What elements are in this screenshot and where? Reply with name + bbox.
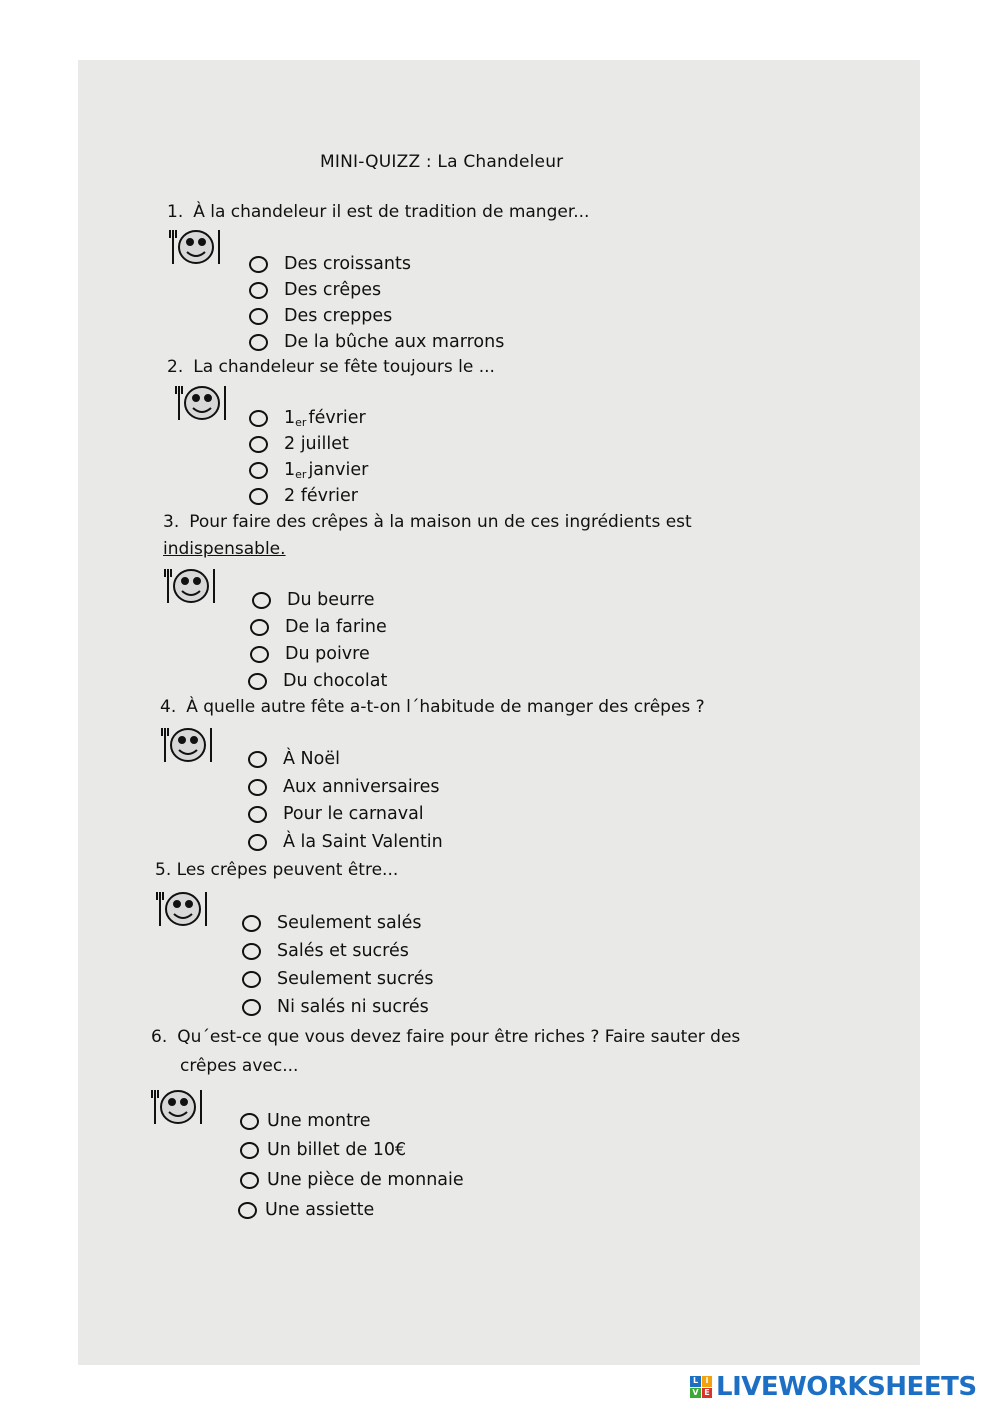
radio-button[interactable] [248, 806, 267, 823]
radio-button[interactable] [249, 462, 268, 479]
option-label: Des creppes [284, 306, 393, 326]
option-label: À la Saint Valentin [283, 832, 443, 852]
question-2 [167, 357, 495, 377]
question-3-line2: indispensable. [163, 539, 286, 559]
option-label: De la farine [285, 617, 387, 637]
option-label: 2 juillet [284, 434, 349, 454]
option-label: Une montre [267, 1111, 371, 1131]
option-5a[interactable] [242, 913, 422, 933]
smiley-fork-knife-icon [172, 380, 232, 424]
brand-name: LIVEWORKSHEETS [716, 1372, 977, 1402]
smiley-fork-knife-icon [148, 1084, 208, 1128]
radio-button[interactable] [240, 1113, 259, 1130]
option-2b[interactable] [249, 434, 349, 454]
radio-button[interactable] [240, 1172, 259, 1189]
option-5d[interactable] [242, 997, 429, 1017]
option-label: De la bûche aux marrons [284, 332, 505, 352]
option-3d[interactable] [248, 671, 387, 691]
option-2c[interactable] [249, 460, 368, 481]
option-1d[interactable] [249, 332, 504, 352]
option-label: Une pièce de monnaie [267, 1170, 464, 1190]
option-4c[interactable] [248, 804, 424, 824]
option-1b[interactable] [249, 280, 381, 300]
option-label: Une assiette [265, 1200, 375, 1220]
radio-button[interactable] [242, 943, 261, 960]
smiley-fork-knife-icon [161, 563, 221, 607]
option-label: Ni salés ni sucrés [277, 997, 429, 1017]
question-text: À quelle autre fête a-t-on l´habitude de manger des crêpes ? [186, 697, 705, 717]
option-label: Du beurre [287, 590, 375, 610]
radio-button[interactable] [248, 834, 267, 851]
radio-button[interactable] [250, 646, 269, 663]
option-label: Seulement sucrés [277, 969, 434, 989]
option-label: Du chocolat [283, 671, 388, 691]
question-text: Pour faire des crêpes à la maison un de ces ingrédients est [189, 512, 692, 532]
option-label: Salés et sucrés [277, 941, 409, 961]
question-number: 2. [167, 357, 184, 377]
option-4a[interactable] [248, 749, 340, 769]
question-number: 4. [160, 697, 177, 717]
question-1 [167, 202, 589, 222]
question-text: Qu´est-ce que vous devez faire pour être riches ? Faire sauter des [177, 1027, 741, 1047]
question-number: 1. [167, 202, 184, 222]
question-6-line2: crêpes avec... [180, 1056, 299, 1076]
option-label: Des crêpes [284, 280, 382, 300]
radio-button[interactable] [242, 971, 261, 988]
option-3a[interactable] [252, 590, 375, 610]
question-4 [160, 697, 705, 717]
option-4b[interactable] [248, 777, 439, 797]
option-6a[interactable] [240, 1111, 371, 1131]
radio-button[interactable] [249, 308, 268, 325]
smiley-fork-knife-icon [158, 722, 218, 766]
option-2a[interactable] [249, 408, 366, 429]
question-number: 6. [151, 1027, 168, 1047]
option-label: 2 février [284, 486, 358, 506]
question-number: 5. [155, 860, 172, 880]
option-1a[interactable] [249, 254, 411, 274]
radio-button[interactable] [249, 436, 268, 453]
option-6c[interactable] [240, 1170, 464, 1190]
option-label-1er-janvier: $1_{er}$ janvier [284, 460, 369, 481]
option-label: À Noël [283, 749, 340, 769]
option-label: Seulement salés [277, 913, 422, 933]
radio-button[interactable] [252, 592, 271, 609]
worksheet-title: MINI-QUIZZ : La Chandeleur [320, 152, 564, 172]
option-5b[interactable] [242, 941, 409, 961]
question-number: 3. [163, 512, 180, 532]
option-6d[interactable] [238, 1200, 374, 1220]
question-text: La chandeleur se fête toujours le ... [193, 357, 495, 377]
question-text: Les crêpes peuvent être... [176, 860, 399, 880]
smiley-fork-knife-icon [153, 886, 213, 930]
option-1c[interactable] [249, 306, 392, 326]
radio-button[interactable] [249, 410, 268, 427]
radio-button[interactable] [249, 334, 268, 351]
radio-button[interactable] [250, 619, 269, 636]
radio-button[interactable] [249, 488, 268, 505]
option-5c[interactable] [242, 969, 433, 989]
radio-button[interactable] [248, 779, 267, 796]
radio-button[interactable] [238, 1202, 257, 1219]
option-6b[interactable] [240, 1140, 406, 1160]
radio-button[interactable] [249, 256, 268, 273]
option-label-1er-fevrier: $1_{er}$ février [284, 408, 366, 429]
option-3b[interactable] [250, 617, 387, 637]
question-6 [151, 1027, 740, 1047]
question-text: À la chandeleur il est de tradition de manger... [193, 202, 590, 222]
radio-button[interactable] [248, 751, 267, 768]
radio-button[interactable] [242, 999, 261, 1016]
question-5 [155, 860, 398, 880]
liveworksheets-brand [690, 1372, 977, 1402]
option-label: Des croissants [284, 254, 411, 274]
liveworksheets-logo-icon: L I V E [690, 1376, 712, 1398]
radio-button[interactable] [248, 673, 267, 690]
question-3 [163, 512, 692, 532]
smiley-fork-knife-icon [166, 224, 226, 268]
radio-button[interactable] [249, 282, 268, 299]
option-2d[interactable] [249, 486, 358, 506]
option-label: Du poivre [285, 644, 370, 664]
radio-button[interactable] [242, 915, 261, 932]
radio-button[interactable] [240, 1142, 259, 1159]
option-4d[interactable] [248, 832, 443, 852]
option-label: Aux anniversaires [283, 777, 440, 797]
option-label: Un billet de 10€ [267, 1140, 407, 1160]
option-label: Pour le carnaval [283, 804, 424, 824]
option-3c[interactable] [250, 644, 370, 664]
